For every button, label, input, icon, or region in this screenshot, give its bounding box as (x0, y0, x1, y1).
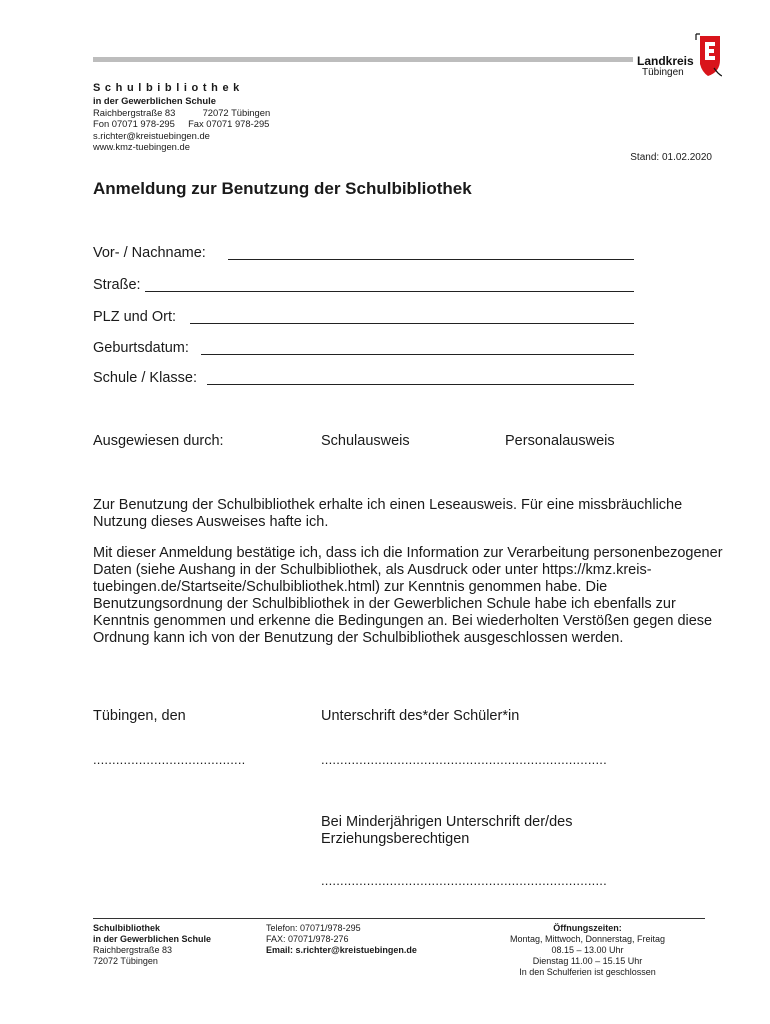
opening-hours-title: Öffnungszeiten: (553, 923, 622, 933)
field-birth-label: Geburtsdatum: (93, 340, 189, 356)
logo-line1: Landkreis (637, 54, 694, 68)
footer-email: Email: s.richter@kreistuebingen.de (266, 945, 417, 955)
field-street-label: Straße: (93, 277, 141, 293)
field-name (93, 245, 206, 261)
header-rule (93, 57, 633, 62)
field-birth (93, 340, 189, 356)
footer-school: Schulbibliothek (93, 923, 161, 933)
school-input-line[interactable] (207, 384, 634, 385)
school-name: Schulbibliothek (93, 82, 244, 94)
page-title: Anmeldung zur Benutzung der Schulbibliothek (93, 179, 472, 198)
footer-phone: Telefon: 07071/978-295 (266, 923, 361, 933)
fax: Fax 07071 978-295 (188, 118, 270, 129)
street-input-line[interactable] (145, 291, 634, 292)
phone: Fon 07071 978-295 (93, 118, 175, 129)
landkreis-logo (636, 32, 722, 82)
footer-opening-hours (480, 923, 695, 978)
sender-address (93, 82, 270, 153)
field-school (93, 370, 197, 386)
footer-rule (93, 918, 705, 919)
paragraph-leseausweis: Zur Benutzung der Schulbibliothek erhalte ich einen Leseausweis. Für eine missbräuchliche Nutzung dieses Ausweises hafte ich. (93, 497, 683, 530)
field-plz (93, 309, 176, 325)
school-sub: in der Gewerblichen Schule (93, 95, 216, 106)
field-school-label: Schule / Klasse: (93, 370, 197, 386)
field-street (93, 277, 141, 293)
field-plz-label: PLZ und Ort: (93, 309, 177, 325)
opening-hours-time2: Dienstag 11.00 – 15.15 Uhr (532, 956, 643, 966)
address-line (93, 107, 270, 119)
opening-hours-time1: 08.15 – 13.00 Uhr (551, 945, 624, 955)
street: Raichbergstraße 83 (93, 106, 176, 118)
email: s.richter@kreistuebingen.de (93, 129, 210, 141)
name-input-line[interactable] (228, 259, 634, 260)
student-signature-dots[interactable]: ........................................................................... (321, 752, 607, 767)
option-personalausweis[interactable]: Personalausweis (505, 433, 615, 449)
footer-school-sub: in der Gewerblichen Schule (93, 934, 212, 944)
website: www.kmz-tuebingen.de (93, 141, 190, 152)
opening-hours-holidays: In den Schulferien ist geschlossen (519, 967, 656, 977)
plz-input-line[interactable] (190, 323, 634, 324)
date-signature-dots[interactable]: ........................................ (93, 752, 246, 767)
footer-address (93, 923, 211, 967)
opening-hours-days: Montag, Mittwoch, Donnerstag, Freitag (509, 934, 666, 944)
guardian-signature-dots[interactable]: ........................................................................... (321, 873, 607, 888)
footer-city: 72072 Tübingen (93, 956, 158, 966)
student-signature-label: Unterschrift des*der Schüler*in (321, 708, 520, 724)
place-date-label: Tübingen, den (93, 708, 186, 724)
city: 72072 Tübingen (202, 106, 271, 118)
footer-street: Raichbergstraße 83 (93, 945, 173, 955)
stand-date: Stand: 01.02.2020 (630, 152, 712, 163)
paragraph-datenschutz: Mit dieser Anmeldung bestätige ich, dass ich die Information zur Verarbeitung personenbezogener Daten (siehe Aushang in der Schulbibliothek, als Ausdruck oder unter https://kmz.kreis-tuebingen.de/Startseite/Schulbibliothek.html) zur Kenntnis genommen habe. Die Benutzungsordnung der Schulbibliothek in der Gewerblichen Schule habe ich ebenfalls zur Kenntnis genommen und erkenne die Bedingungen an. Bei wiederholten Verstößen gegen diese Ordnung kann ich von der Benutzung der Schulbibliothek ausgeschlossen werden. (93, 545, 723, 646)
logo-line2: Tübingen (642, 67, 684, 78)
footer-contact (266, 923, 417, 956)
birth-input-line[interactable] (201, 354, 634, 355)
contact-line (93, 118, 270, 130)
option-schulausweis[interactable]: Schulausweis (321, 433, 410, 449)
footer-fax: FAX: 07071/978-276 (266, 934, 349, 944)
guardian-signature-label: Bei Minderjährigen Unterschrift der/des Erziehungsberechtigen (321, 814, 573, 847)
field-name-label: Vor- / Nachname: (93, 245, 206, 261)
identified-label: Ausgewiesen durch: (93, 433, 224, 449)
